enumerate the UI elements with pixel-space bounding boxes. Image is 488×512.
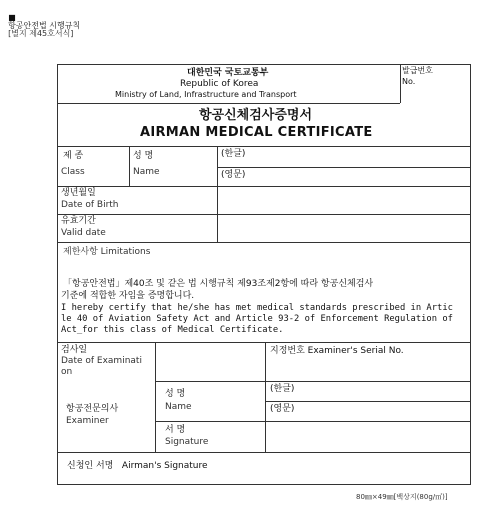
class-label-ko: 제 종 xyxy=(63,151,84,161)
exam-date-label-ko: 검사일 xyxy=(61,345,88,355)
divider xyxy=(265,401,471,402)
examiner-label-en: Examiner xyxy=(66,416,109,426)
form-number: [별지 제45호서식] xyxy=(8,29,74,38)
issuer-en-ministry: Ministry of Land, Infrastructure and Transport xyxy=(115,90,297,99)
issue-number-ko: 발급번호 xyxy=(402,66,433,75)
divider xyxy=(129,146,130,186)
issuer-ko: 대한민국 국토교통부 xyxy=(187,68,269,78)
divider xyxy=(57,342,471,343)
name-label-ko: 성 명 xyxy=(133,151,154,161)
name-korean-field[interactable]: (한글) xyxy=(221,149,246,159)
paper-spec: 80㎜×49㎜[백상지(80g/㎡)] xyxy=(356,493,448,501)
exam-date-label-en: Date of Examinati xyxy=(61,356,142,366)
statement-en-line3: Act_for this class of Medical Certificate. xyxy=(61,325,284,335)
divider xyxy=(57,242,471,243)
statement-ko-line1: 「항공안전법」제40조 및 같은 법 시행규칙 제93조제2항에 따라 항공신체검사 xyxy=(63,279,374,289)
name-label-en: Name xyxy=(133,167,160,177)
statement-ko-line2: 기준에 적합한 자임을 증명합니다. xyxy=(61,291,195,301)
valid-label-en: Valid date xyxy=(61,228,106,238)
bullet-icon: ■ xyxy=(8,13,16,22)
divider xyxy=(57,103,400,104)
class-label-en: Class xyxy=(61,167,85,177)
examiner-label-ko: 항공전문의사 xyxy=(66,404,119,414)
name-english-field[interactable]: (영문) xyxy=(221,170,246,180)
divider xyxy=(57,452,471,453)
divider xyxy=(57,146,471,147)
dob-label-ko: 생년월일 xyxy=(61,188,96,198)
exam-date-label-en-cont: on xyxy=(61,367,73,377)
valid-label-ko: 유효기간 xyxy=(61,216,96,226)
examiner-serial-label: 지정번호 Examiner's Serial No. xyxy=(270,346,404,356)
divider xyxy=(155,421,471,422)
divider xyxy=(217,167,471,168)
issuer-en-country: Republic of Korea xyxy=(180,79,259,89)
statement-en-line2: le 40 of Aviation Safety Act and Article 93-2 of Enforcement Regulation of xyxy=(61,314,453,324)
examiner-signature-label-ko: 서 명 xyxy=(165,425,186,435)
divider xyxy=(57,214,471,215)
law-name: 항공안전법 시행규칙 xyxy=(8,21,81,30)
examiner-name-korean-field[interactable]: (한글) xyxy=(270,384,295,394)
examiner-name-label-ko: 성 명 xyxy=(165,389,186,399)
title-ko: 항공신체검사증명서 xyxy=(199,108,313,123)
divider xyxy=(265,381,266,452)
divider xyxy=(155,381,471,382)
examiner-name-label-en: Name xyxy=(165,402,192,412)
dob-label-en: Date of Birth xyxy=(61,200,119,210)
divider xyxy=(400,64,401,103)
divider xyxy=(155,342,156,452)
examiner-signature-label-en: Signature xyxy=(165,437,209,447)
title-en: AIRMAN MEDICAL CERTIFICATE xyxy=(140,125,373,140)
examiner-name-english-field[interactable]: (영문) xyxy=(270,404,295,414)
limitations-label: 제한사항 Limitations xyxy=(63,247,151,257)
issue-number-en: No. xyxy=(402,77,416,86)
divider xyxy=(265,342,266,381)
divider xyxy=(57,186,471,187)
airman-signature-label: 신청인 서명 Airman's Signature xyxy=(67,461,208,471)
header-note xyxy=(3,6,80,38)
divider xyxy=(217,146,218,242)
statement-en-line1: I hereby certify that he/she has met medical standards prescribed in Artic xyxy=(61,303,453,313)
